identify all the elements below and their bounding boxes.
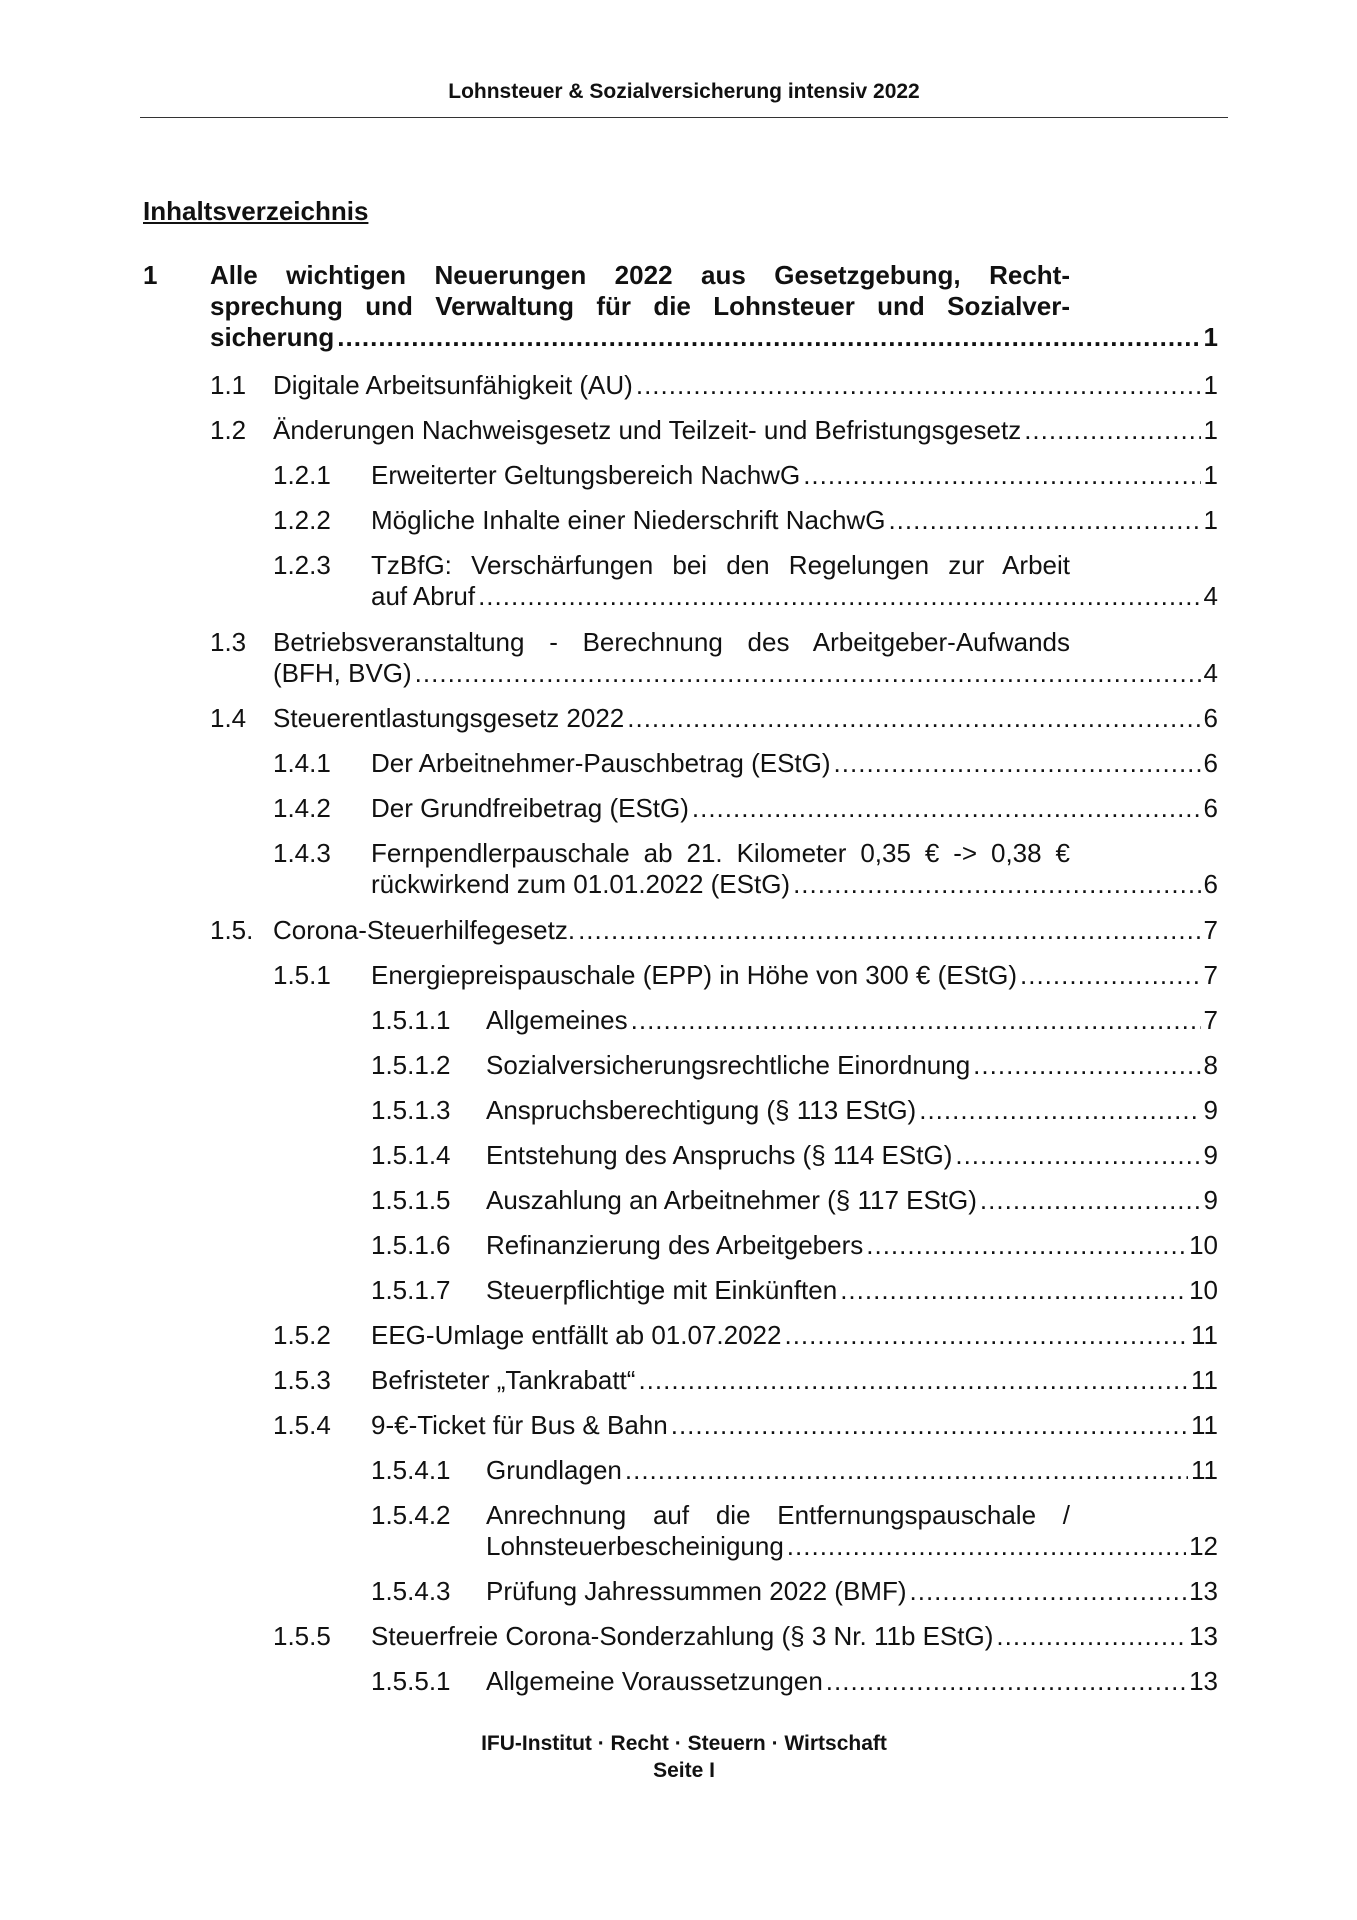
toc-entry-page: 13 bbox=[1189, 1666, 1218, 1696]
toc-entry-page: 9 bbox=[1203, 1140, 1218, 1170]
toc-entry-number: 1.2.3 bbox=[273, 550, 331, 580]
toc-entry-page: 6 bbox=[1203, 703, 1218, 733]
toc-entry-body bbox=[371, 1410, 1218, 1441]
toc-entry-title: Allgemeine Voraussetzungen bbox=[486, 1666, 823, 1696]
dot-leader bbox=[955, 1140, 1200, 1171]
toc-entry-page: 1 bbox=[1203, 415, 1218, 445]
dot-leader bbox=[834, 748, 1201, 779]
toc-entry-body bbox=[486, 1500, 1218, 1562]
toc-entry-number: 1.5.3 bbox=[273, 1365, 331, 1395]
toc-entry-body bbox=[371, 793, 1218, 824]
dot-leader bbox=[1020, 960, 1201, 991]
toc-entry-title: rückwirkend zum 01.01.2022 (EStG) bbox=[371, 869, 791, 899]
footer-page-number: Seite I bbox=[653, 1759, 715, 1782]
toc-entry-title: sicherung bbox=[210, 322, 335, 352]
toc-entry-body bbox=[210, 260, 1218, 353]
toc-entry-page: 9 bbox=[1203, 1185, 1218, 1215]
toc-entry-page: 1 bbox=[1203, 370, 1218, 400]
toc-entry-body bbox=[371, 960, 1218, 991]
toc-entry-number: 1.4.3 bbox=[273, 838, 331, 868]
toc-entry-number: 1.5.1.3 bbox=[371, 1095, 451, 1125]
toc-entry-number: 1.5.1.5 bbox=[371, 1185, 451, 1215]
toc-entry-title: Entstehung des Anspruchs (§ 114 EStG) bbox=[486, 1140, 953, 1170]
dot-leader bbox=[415, 658, 1201, 689]
toc-entry-line: Anrechnung auf die Entfernungspauschale / bbox=[486, 1500, 1070, 1530]
dot-leader bbox=[866, 1230, 1186, 1261]
toc-entry-page: 13 bbox=[1189, 1576, 1218, 1606]
dot-leader bbox=[692, 793, 1201, 824]
toc-entry-body bbox=[486, 1050, 1218, 1081]
toc-entry-body bbox=[486, 1666, 1218, 1697]
dot-leader bbox=[638, 1365, 1188, 1396]
dot-leader bbox=[337, 322, 1200, 353]
toc-entry-number: 1.5.2 bbox=[273, 1320, 331, 1350]
toc-entry-title: Auszahlung an Arbeitnehmer (§ 117 EStG) bbox=[486, 1185, 977, 1215]
dot-leader bbox=[578, 915, 1200, 946]
toc-entry-number: 1.5.1.1 bbox=[371, 1005, 451, 1035]
toc-entry-body bbox=[273, 415, 1218, 446]
toc-entry-title: Steuerpflichtige mit Einkünften bbox=[486, 1275, 838, 1305]
toc-entry-body bbox=[371, 1365, 1218, 1396]
toc-entry-page: 1 bbox=[1203, 460, 1218, 490]
toc-entry-title: Digitale Arbeitsunfähigkeit (AU) bbox=[273, 370, 633, 400]
toc-entry-title: Anspruchsberechtigung (§ 113 EStG) bbox=[486, 1095, 917, 1125]
toc-entry-number: 1.5.5 bbox=[273, 1621, 331, 1651]
toc-entry-page: 10 bbox=[1189, 1230, 1218, 1260]
dot-leader bbox=[478, 581, 1200, 612]
toc-entry-number: 1.2.2 bbox=[273, 505, 331, 535]
dot-leader bbox=[826, 1666, 1186, 1697]
toc-entry-number: 1.5.4.2 bbox=[371, 1500, 451, 1530]
page-header: Lohnsteuer & Sozialversicherung intensiv 2022 bbox=[448, 80, 920, 103]
dot-leader bbox=[636, 370, 1201, 401]
dot-leader bbox=[1024, 415, 1200, 446]
toc-entry-number: 1.5. bbox=[210, 915, 254, 945]
toc-entry-line: sprechung und Verwaltung für die Lohnsteuer und Sozialver- bbox=[210, 291, 1070, 321]
toc-entry-body bbox=[371, 1621, 1218, 1652]
toc-entry-number: 1.5.4.1 bbox=[371, 1455, 451, 1485]
toc-entry-line: TzBfG: Verschärfungen bei den Regelungen zur Arbeit bbox=[371, 550, 1070, 580]
toc-entry-body bbox=[486, 1095, 1218, 1126]
toc-entry-body bbox=[273, 627, 1218, 689]
toc-entry-title: (BFH, BVG) bbox=[273, 658, 412, 688]
toc-entry-number: 1.3 bbox=[210, 627, 247, 657]
toc-entry-page: 1 bbox=[1203, 505, 1218, 535]
toc-entry-body bbox=[486, 1230, 1218, 1261]
dot-leader bbox=[631, 1005, 1201, 1036]
toc-entry-number: 1 bbox=[143, 260, 158, 290]
toc-entry-page: 11 bbox=[1191, 1410, 1218, 1440]
page-footer bbox=[140, 1730, 1228, 1784]
dot-leader bbox=[840, 1275, 1186, 1306]
toc-entry-number: 1.1 bbox=[210, 370, 247, 400]
toc-title: Inhaltsverzeichnis bbox=[143, 196, 369, 226]
dot-leader bbox=[803, 460, 1200, 491]
toc-entry-page: 6 bbox=[1203, 869, 1218, 899]
toc-entry-page: 6 bbox=[1203, 748, 1218, 778]
toc-entry-page: 10 bbox=[1189, 1275, 1218, 1305]
toc-entry-title: Der Grundfreibetrag (EStG) bbox=[371, 793, 689, 823]
toc-entry-page: 13 bbox=[1189, 1621, 1218, 1651]
toc-entry-body bbox=[371, 460, 1218, 491]
dot-leader bbox=[793, 869, 1200, 900]
toc-entry-number: 1.5.1.4 bbox=[371, 1140, 451, 1170]
toc-entry-number: 1.2 bbox=[210, 415, 247, 445]
toc-entry-title: Steuerentlastungsgesetz 2022 bbox=[273, 703, 625, 733]
toc-entry-title: Energiepreispauschale (EPP) in Höhe von 300 € (EStG) bbox=[371, 960, 1018, 990]
toc-entry-page: 1 bbox=[1203, 322, 1218, 352]
dot-leader bbox=[671, 1410, 1188, 1441]
dot-leader bbox=[888, 505, 1200, 536]
toc-entry-body bbox=[273, 915, 1218, 946]
toc-entry-body bbox=[371, 550, 1218, 612]
toc-entry-title: Erweiterter Geltungsbereich NachwG bbox=[371, 460, 801, 490]
dot-leader bbox=[910, 1576, 1187, 1607]
toc-entry-title: Befristeter „Tankrabatt“ bbox=[371, 1365, 636, 1395]
toc-entry-page: 6 bbox=[1203, 793, 1218, 823]
toc-entry-page: 11 bbox=[1191, 1320, 1218, 1350]
toc-entry-body bbox=[486, 1576, 1218, 1607]
toc-entry-title: 9-€-Ticket für Bus & Bahn bbox=[371, 1410, 668, 1440]
toc-entry-title: Allgemeines bbox=[486, 1005, 628, 1035]
toc-entry-page: 4 bbox=[1203, 658, 1218, 688]
toc-entry-page: 9 bbox=[1203, 1095, 1218, 1125]
toc-entry-body bbox=[486, 1005, 1218, 1036]
toc-entry-number: 1.5.1.7 bbox=[371, 1275, 451, 1305]
toc-entry-line: Betriebsveranstaltung - Berechnung des Arbeitgeber-Aufwands bbox=[273, 627, 1070, 657]
toc-entry-number: 1.4.1 bbox=[273, 748, 331, 778]
toc-entry-page: 8 bbox=[1203, 1050, 1218, 1080]
toc-entry-line: Alle wichtigen Neuerungen 2022 aus Gesetzgebung, Recht- bbox=[210, 260, 1070, 290]
header-divider bbox=[140, 117, 1228, 118]
toc-entry-title: Sozialversicherungsrechtliche Einordnung bbox=[486, 1050, 971, 1080]
toc-entry-number: 1.5.1.6 bbox=[371, 1230, 451, 1260]
toc-entry-title: EEG-Umlage entfällt ab 01.07.2022 bbox=[371, 1320, 782, 1350]
toc-entry-title: Corona-Steuerhilfegesetz. bbox=[273, 915, 576, 945]
dot-leader bbox=[919, 1095, 1200, 1126]
toc-entry-page: 11 bbox=[1191, 1455, 1218, 1485]
dot-leader bbox=[973, 1050, 1200, 1081]
toc-entry-number: 1.4 bbox=[210, 703, 247, 733]
toc-entry-title: Grundlagen bbox=[486, 1455, 622, 1485]
dot-leader bbox=[787, 1531, 1186, 1562]
toc-entry-title: Prüfung Jahressummen 2022 (BMF) bbox=[486, 1576, 907, 1606]
dot-leader bbox=[625, 1455, 1188, 1486]
toc-entry-page: 7 bbox=[1203, 1005, 1218, 1035]
toc-entry-title: Änderungen Nachweisgesetz und Teilzeit- und Befristungsgesetz bbox=[273, 415, 1022, 445]
dot-leader bbox=[980, 1185, 1201, 1216]
toc-entry-page: 12 bbox=[1189, 1531, 1218, 1561]
toc-entry-body bbox=[486, 1455, 1218, 1486]
toc-entry-body bbox=[371, 838, 1218, 900]
toc-entry-body bbox=[371, 505, 1218, 536]
toc-entry-body bbox=[371, 748, 1218, 779]
footer-institute: IFU-Institut · Recht · Steuern · Wirtschaft bbox=[481, 1732, 887, 1755]
dot-leader bbox=[996, 1621, 1186, 1652]
toc-entry-body bbox=[486, 1185, 1218, 1216]
dot-leader bbox=[627, 703, 1200, 734]
toc-entry-number: 1.4.2 bbox=[273, 793, 331, 823]
toc-entry-title: Mögliche Inhalte einer Niederschrift NachwG bbox=[371, 505, 886, 535]
toc-entry-number: 1.5.4.3 bbox=[371, 1576, 451, 1606]
dot-leader bbox=[784, 1320, 1188, 1351]
toc-entry-body bbox=[273, 703, 1218, 734]
toc-entry-number: 1.5.1 bbox=[273, 960, 331, 990]
toc-entry-title: Refinanzierung des Arbeitgebers bbox=[486, 1230, 864, 1260]
toc-entry-page: 11 bbox=[1191, 1365, 1218, 1395]
toc-entry-line: Fernpendlerpauschale ab 21. Kilometer 0,35 € -> 0,38 € bbox=[371, 838, 1070, 868]
toc-entry-title: Lohnsteuerbescheinigung bbox=[486, 1531, 784, 1561]
toc-entry-page: 7 bbox=[1203, 915, 1218, 945]
toc-entry-page: 4 bbox=[1203, 581, 1218, 611]
toc-entry-number: 1.5.5.1 bbox=[371, 1666, 451, 1696]
toc-entry-page: 7 bbox=[1203, 960, 1218, 990]
toc-entry-body bbox=[273, 370, 1218, 401]
toc-entry-body bbox=[486, 1140, 1218, 1171]
toc-entry-number: 1.5.1.2 bbox=[371, 1050, 451, 1080]
toc-entry-title: Steuerfreie Corona-Sonderzahlung (§ 3 Nr. 11b EStG) bbox=[371, 1621, 994, 1651]
toc-entry-body bbox=[371, 1320, 1218, 1351]
toc-entry-body bbox=[486, 1275, 1218, 1306]
toc-entry-title: auf Abruf bbox=[371, 581, 476, 611]
toc-entry-number: 1.2.1 bbox=[273, 460, 331, 490]
toc-entry-number: 1.5.4 bbox=[273, 1410, 331, 1440]
toc-entry-title: Der Arbeitnehmer-Pauschbetrag (EStG) bbox=[371, 748, 831, 778]
